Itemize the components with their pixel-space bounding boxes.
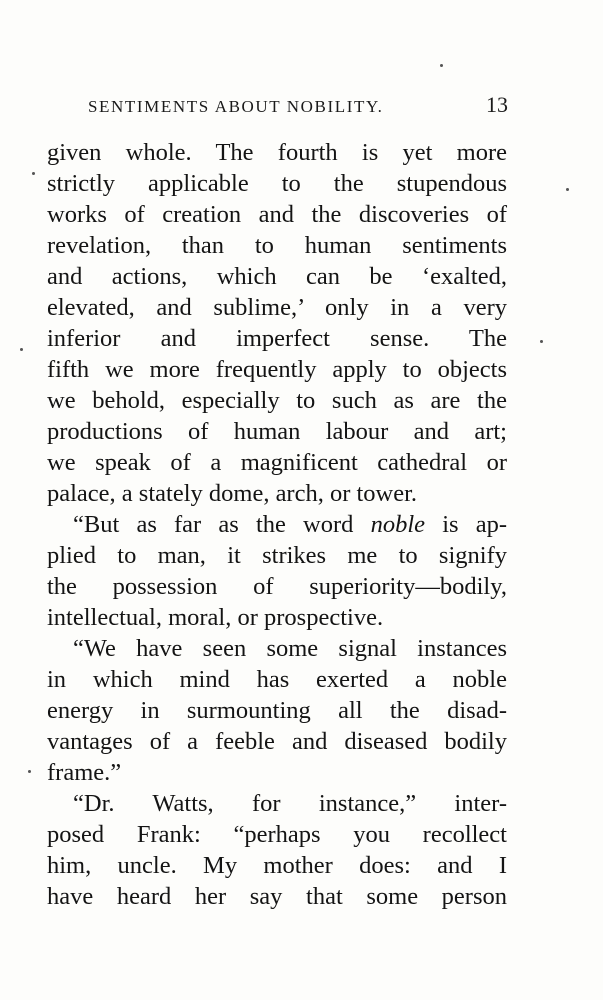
text-line-13-start: “But as far as the word <box>73 511 371 538</box>
text-line-11: we speak of a magnificent cathedral or <box>47 449 507 476</box>
ink-speck <box>540 340 543 343</box>
text-line-14: plied to man, it strikes me to signify <box>47 542 507 569</box>
body-text <box>47 137 507 912</box>
page-number: 13 <box>486 92 508 117</box>
text-line-21: frame.” <box>47 759 122 786</box>
text-line-18: in which mind has exerted a noble <box>47 666 507 693</box>
text-line-10: productions of human labour and art; <box>47 418 507 445</box>
text-line-12: palace, a stately dome, arch, or tower. <box>47 480 418 507</box>
emphasized-word: noble <box>370 511 426 538</box>
text-line-6: elevated, and sublime,’ only in a very <box>47 294 507 321</box>
text-line-9: we behold, especially to such as are the <box>47 387 507 414</box>
text-line-1: given whole. The fourth is yet more <box>47 139 507 166</box>
text-line-22: “Dr. Watts, for instance,” inter- <box>73 790 507 817</box>
text-line-24: him, uncle. My mother does: and I <box>47 852 507 879</box>
ink-speck <box>28 770 31 773</box>
text-line-13-end: is ap- <box>425 511 507 538</box>
ink-speck <box>566 188 569 191</box>
text-line-3: works of creation and the discoveries of <box>47 201 507 228</box>
text-line-13 <box>47 509 507 540</box>
ink-speck <box>32 172 35 175</box>
text-line-8: fifth we more frequently apply to objects <box>47 356 507 383</box>
text-line-7: inferior and imperfect sense. The <box>47 325 507 352</box>
text-line-25: have heard her say that some person <box>47 883 507 910</box>
text-line-19: energy in surmounting all the disad- <box>47 697 507 724</box>
text-line-5: and actions, which can be ‘exalted, <box>47 263 507 290</box>
text-line-15: the possession of superiority—bodily, <box>47 573 507 600</box>
ink-speck <box>440 64 443 67</box>
text-line-4: revelation, than to human sentiments <box>47 232 507 259</box>
text-line-17: “We have seen some signal instances <box>73 635 507 662</box>
running-head-title: SENTIMENTS ABOUT NOBILITY. <box>88 97 384 116</box>
ink-speck <box>20 348 23 351</box>
text-line-20: vantages of a feeble and diseased bodily <box>47 728 507 755</box>
running-head <box>88 92 508 118</box>
text-line-16: intellectual, moral, or prospective. <box>47 604 384 631</box>
text-line-23: posed Frank: “perhaps you recollect <box>47 821 507 848</box>
text-line-2: strictly applicable to the stupendous <box>47 170 507 197</box>
